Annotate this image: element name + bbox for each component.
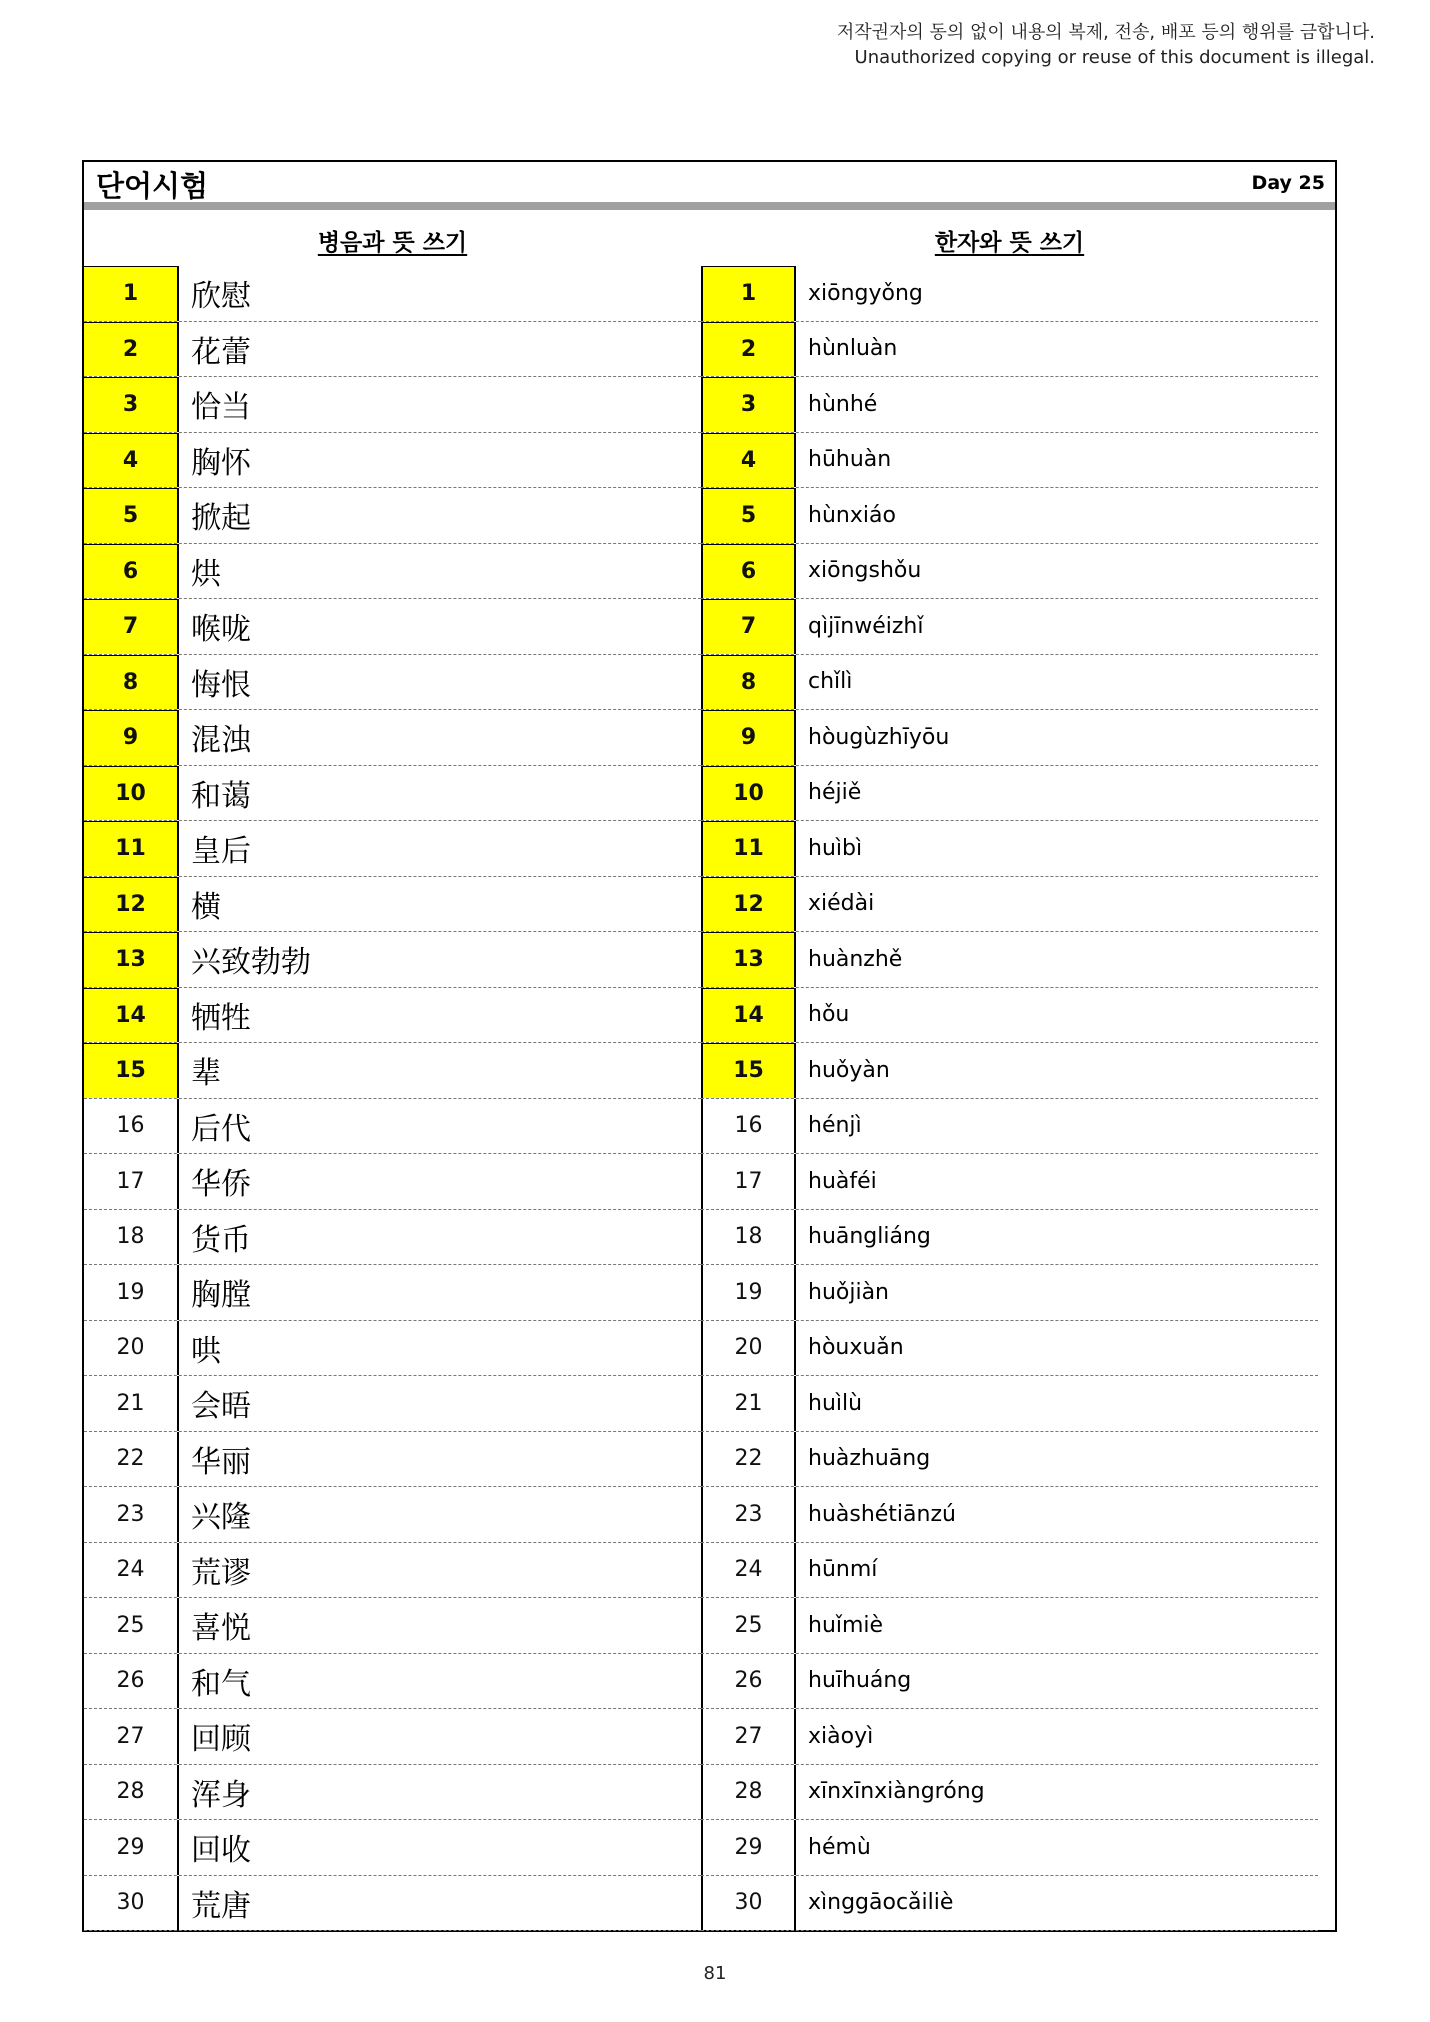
pinyin-word: hùnluàn [808,336,898,362]
table-row [701,488,1318,544]
pinyin-word: huāngliáng [808,1224,931,1250]
pinyin-word: qìjīnwéizhǐ [808,613,924,639]
table-row [84,1820,701,1876]
item-number: 19 [84,1265,179,1320]
table-row [701,1099,1318,1155]
hanzi-word: 悔恨 [191,667,251,703]
table-row [84,655,701,711]
item-number: 11 [701,821,796,876]
item-number: 16 [701,1099,796,1154]
pinyin-word: hòuxuǎn [808,1335,904,1361]
hanzi-word: 混浊 [191,723,251,759]
hanzi-word: 浑身 [191,1777,251,1813]
table-row [701,1432,1318,1488]
item-number: 6 [84,544,179,599]
table-row [701,1043,1318,1099]
pinyin-word: huīhuáng [808,1668,912,1694]
item-number: 15 [84,1043,179,1098]
hanzi-word: 回顾 [191,1722,251,1758]
item-number: 24 [701,1543,796,1598]
pinyin-word: hūhuàn [808,447,892,473]
item-number: 25 [701,1598,796,1653]
item-number: 9 [84,710,179,765]
table-row [701,1876,1318,1932]
table-row [84,1543,701,1599]
table-row [84,544,701,600]
table-row [701,1820,1318,1876]
table-row [84,1099,701,1155]
table-row [84,710,701,766]
item-number: 1 [84,266,179,321]
hanzi-word: 欣慰 [191,279,251,315]
pinyin-word: hǒu [808,1002,850,1028]
table-row [701,877,1318,933]
item-number: 19 [701,1265,796,1320]
hanzi-word: 华侨 [191,1167,251,1203]
item-number: 24 [84,1543,179,1598]
table-row [84,932,701,988]
pinyin-word: huàzhuāng [808,1446,931,1472]
table-row [701,988,1318,1044]
item-number: 26 [84,1654,179,1709]
pinyin-word: hémù [808,1834,871,1860]
table-row [701,1543,1318,1599]
table-row [701,322,1318,378]
table-row [701,1765,1318,1821]
item-number: 1 [701,266,796,321]
table-row [701,1709,1318,1765]
table-row [84,1376,701,1432]
hanzi-word: 会晤 [191,1389,251,1425]
heading-text: 병음과 뜻 쓰기 [317,230,468,256]
hanzi-column [84,224,701,1931]
item-number: 16 [84,1099,179,1154]
copyright-notice [837,20,1375,70]
table-row [84,266,701,322]
item-number: 2 [84,322,179,377]
pinyin-word: hūnmí [808,1557,878,1583]
item-number: 10 [84,766,179,821]
item-number: 23 [701,1487,796,1542]
item-number: 4 [84,433,179,488]
hanzi-word: 牺牲 [191,1000,251,1036]
table-row [701,544,1318,600]
hanzi-word: 皇后 [191,834,251,870]
pinyin-word: xiàoyì [808,1723,874,1749]
vocab-test-sheet [82,160,1337,1932]
table-row [701,1487,1318,1543]
item-number: 11 [84,821,179,876]
item-number: 18 [84,1210,179,1265]
hanzi-word: 胸怀 [191,445,251,481]
table-row [701,1321,1318,1377]
hanzi-word: 胸膛 [191,1278,251,1314]
table-row [84,1321,701,1377]
table-row [84,1876,701,1932]
table-row [84,1487,701,1543]
pinyin-word: xiōngshǒu [808,558,922,584]
table-row [701,1598,1318,1654]
item-number: 12 [701,877,796,932]
item-number: 30 [701,1876,796,1931]
hanzi-word: 兴致勃勃 [191,945,311,981]
pinyin-column [701,224,1318,1931]
item-number: 3 [84,377,179,432]
table-row [84,988,701,1044]
table-row [84,821,701,877]
hanzi-word: 喜悦 [191,1611,251,1647]
hanzi-word: 恰当 [191,390,251,426]
table-row [84,377,701,433]
table-row [84,1432,701,1488]
pinyin-word: héjiě [808,780,862,806]
day-label: Day 25 [1251,172,1325,194]
item-number: 25 [84,1598,179,1653]
item-number: 12 [84,877,179,932]
hanzi-word: 兴隆 [191,1500,251,1536]
hanzi-word: 华丽 [191,1444,251,1480]
item-number: 13 [701,932,796,987]
pinyin-word: xiōngyǒng [808,280,923,306]
hanzi-word: 和气 [191,1666,251,1702]
pinyin-word: xiédài [808,891,875,917]
item-number: 21 [84,1376,179,1431]
item-number: 2 [701,322,796,377]
item-number: 7 [701,599,796,654]
hanzi-word: 花蕾 [191,334,251,370]
pinyin-word: huìbì [808,835,863,861]
item-number: 29 [84,1820,179,1875]
item-number: 22 [84,1432,179,1487]
item-number: 30 [84,1876,179,1931]
heading-text: 한자와 뜻 쓰기 [934,230,1085,256]
table-row [84,1598,701,1654]
item-number: 6 [701,544,796,599]
item-number: 28 [701,1765,796,1820]
column-heading [701,224,1318,266]
pinyin-word: huìlù [808,1390,863,1416]
item-number: 27 [701,1709,796,1764]
item-number: 29 [701,1820,796,1875]
table-row [84,322,701,378]
table-row [701,266,1318,322]
pinyin-word: chǐlì [808,669,853,695]
hanzi-word: 掀起 [191,501,251,537]
pinyin-word: hénjì [808,1113,862,1139]
item-number: 7 [84,599,179,654]
item-number: 23 [84,1487,179,1542]
item-number: 22 [701,1432,796,1487]
item-number: 8 [84,655,179,710]
table-row [84,1654,701,1710]
item-number: 17 [701,1154,796,1209]
item-number: 14 [701,988,796,1043]
item-number: 5 [701,488,796,543]
hanzi-word: 哄 [191,1333,221,1369]
table-row [84,433,701,489]
column-heading [84,224,701,266]
pinyin-word: huàféi [808,1168,877,1194]
table-row [84,1765,701,1821]
table-row [84,599,701,655]
hanzi-word: 横 [191,889,221,925]
table-row [84,766,701,822]
notice-korean: 저작권자의 동의 없이 내용의 복제, 전송, 배포 등의 행위를 금합니다. [836,22,1375,43]
item-number: 4 [701,433,796,488]
item-number: 8 [701,655,796,710]
item-number: 20 [84,1321,179,1376]
hanzi-word: 荒谬 [191,1555,251,1591]
item-number: 17 [84,1154,179,1209]
table-row [701,655,1318,711]
item-number: 26 [701,1654,796,1709]
table-row [701,1154,1318,1210]
item-number: 15 [701,1043,796,1098]
table-row [701,821,1318,877]
hanzi-word: 和蔼 [191,778,251,814]
table-row [701,599,1318,655]
item-number: 14 [84,988,179,1043]
table-row [84,1154,701,1210]
hanzi-word: 烘 [191,556,221,592]
hanzi-word: 喉咙 [191,612,251,648]
pinyin-word: huǐmiè [808,1612,884,1638]
table-row [701,377,1318,433]
page-title: 단어시험 [96,169,209,203]
hanzi-word: 辈 [191,1056,221,1092]
pinyin-word: xīnxīnxiàngróng [808,1779,985,1805]
item-number: 20 [701,1321,796,1376]
title-bar [84,162,1335,210]
item-number: 13 [84,932,179,987]
item-number: 18 [701,1210,796,1265]
item-number: 10 [701,766,796,821]
pinyin-word: hòugùzhīyōu [808,724,950,750]
pinyin-word: huǒyàn [808,1057,890,1083]
table-row [701,1376,1318,1432]
hanzi-word: 货币 [191,1222,251,1258]
pinyin-word: huànzhě [808,946,903,972]
pinyin-word: huàshétiānzú [808,1501,956,1527]
item-number: 5 [84,488,179,543]
table-row [84,1265,701,1321]
item-number: 9 [701,710,796,765]
table-row [84,877,701,933]
table-row [84,488,701,544]
item-number: 27 [84,1709,179,1764]
table-row [701,766,1318,822]
table-row [701,710,1318,766]
table-row [84,1210,701,1266]
table-row [701,1654,1318,1710]
pinyin-word: hùnhé [808,391,878,417]
item-number: 3 [701,377,796,432]
hanzi-word: 荒唐 [191,1888,251,1924]
pinyin-word: huǒjiàn [808,1279,889,1305]
item-number: 21 [701,1376,796,1431]
hanzi-word: 回收 [191,1833,251,1869]
table-row [701,932,1318,988]
hanzi-word: 后代 [191,1111,251,1147]
page-number: 81 [703,1963,727,1984]
table-row [701,1265,1318,1321]
item-number: 28 [84,1765,179,1820]
table-row [84,1043,701,1099]
table-row [701,1210,1318,1266]
table-row [84,1709,701,1765]
pinyin-word: xìnggāocǎiliè [808,1890,954,1916]
notice-english: Unauthorized copying or reuse of this document is illegal. [854,47,1375,68]
pinyin-word: hùnxiáo [808,502,896,528]
table-row [701,433,1318,489]
